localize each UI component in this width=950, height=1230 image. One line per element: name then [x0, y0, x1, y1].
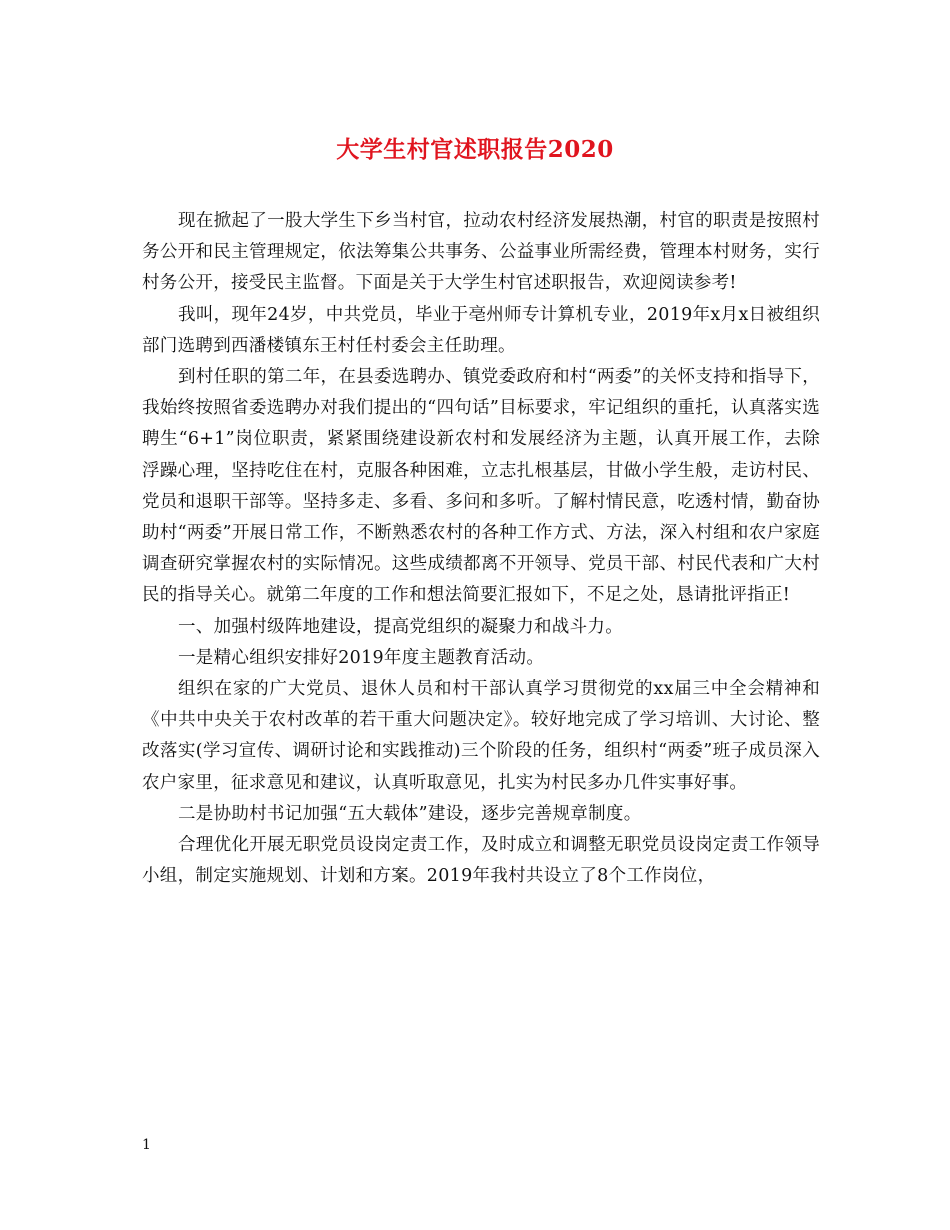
paragraph-study-activity: 组织在家的广大党员、退休人员和村干部认真学习贯彻党的xx届三中全会精神和《中共中央关于农村改革的若干重大问题决定》。较好地完成了学习培训、大讨论、整改落实(学习宣传、调研讨论和实践推动)三个阶段的任务，组织村“两委”班子成员深入农户家里，征求意见和建议，认真听取意见，扎实为村民多办几件实事好事。: [142, 679, 820, 793]
document-title: 大学生村官述职报告2020: [336, 136, 614, 163]
paragraph-self-introduction: 我叫，现年24岁，中共党员，毕业于亳州师专计算机专业，2019年x月x日被组织部门选聘到西潘楼镇东王村任村委会主任助理。: [142, 304, 820, 356]
paragraph-intro: 现在掀起了一股大学生下乡当村官，拉动农村经济发展热潮，村官的职责是按照村务公开和民主管理规定，依法筹集公共事务、公益事业所需经费，管理本村财务，实行村务公开，接受民主监督。下面是关于大学生村官述职报告，欢迎阅读参考!: [142, 211, 820, 294]
paragraph-posts: 合理优化开展无职党员设岗定责工作，及时成立和调整无职党员设岗定责工作领导小组，制定实施规划、计划和方案。2019年我村共设立了8个工作岗位，: [142, 835, 820, 887]
page-number: 1: [142, 1137, 151, 1153]
paragraph-work-overview: 到村任职的第二年，在县委选聘办、镇党委政府和村“两委”的关怀支持和指导下，我始终按照省委选聘办对我们提出的“四句话”目标要求，牢记组织的重托，认真落实选聘生“6+1”岗位职责，紧紧围绕建设新农村和发展经济为主题，认真开展工作，去除浮躁心理，坚持吃住在村，克服各种困难，立志扎根基层，甘做小学生般，走访村民、党员和退职干部等。坚持多走、多看、多问和多听。了解村情民意，吃透村情，勤奋协助村“两委”开展日常工作，不断熟悉农村的各种工作方式、方法，深入村组和农户家庭调查研究掌握农村的实际情况。这些成绩都离不开领导、党员干部、村民代表和广大村民的指导关心。就第二年度的工作和想法简要汇报如下，不足之处，恳请批评指正!: [142, 367, 820, 606]
subheading-1: 一是精心组织安排好2019年度主题教育活动。: [178, 647, 545, 668]
document-body: [142, 206, 820, 892]
section-heading-1: 一、加强村级阵地建设，提高党组织的凝聚力和战斗力。: [178, 616, 623, 637]
subheading-2: 二是协助村书记加强“五大载体”建设，逐步完善规章制度。: [178, 803, 642, 824]
